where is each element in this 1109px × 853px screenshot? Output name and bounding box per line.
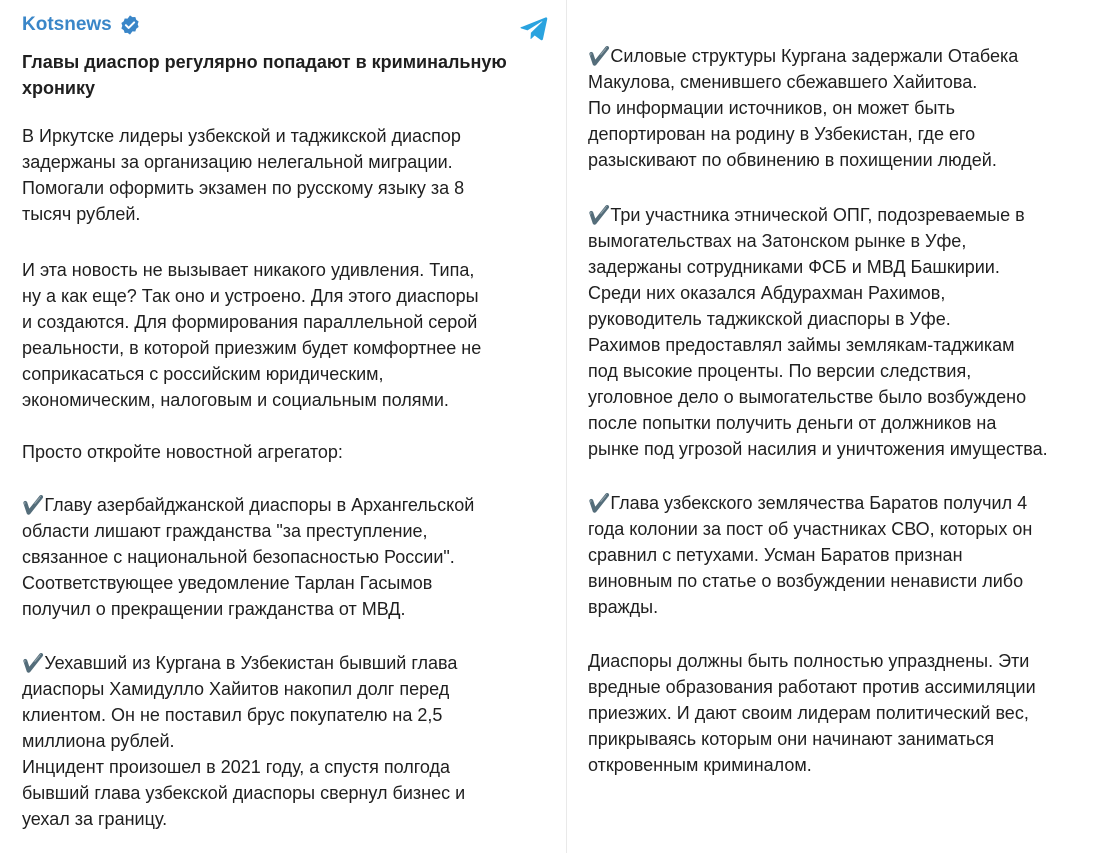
paragraph-commentary: И эта новость не вызывает никакого удивления. Типа, ну а как еще? Так оно и устроено. Для этого диаспоры и создаются. Для формирования параллельной серой реальности, в которой приезжим будет комфортнее не соприкасаться с российским юридическим, экономическим, налоговым и социальным полями. — [22, 260, 482, 410]
news-item-baratov: ✔️Глава узбекского землячества Баратов получил 4 года колонии за пост об участниках СВО, которых он сравнил с петухами. Усман Баратов признан виновным по статье о возбуждении ненависти либо вражды. — [588, 493, 1033, 617]
news-item-khayitov: ✔️Уехавший из Кургана в Узбекистан бывший глава диаспоры Хамидулло Хайитов накопил долг перед клиентом. Он не поставил брус покупателю на 2,5 миллиона рублей. Инцидент произошел в 2021 году, а спустя полгода бывший глава узбекской диаспоры свернул бизнес и уехал за границу. — [22, 653, 466, 829]
channel-name[interactable]: Kotsnews — [22, 14, 112, 35]
news-item-ufa-opg: ✔️Три участника этнической ОПГ, подозреваемые в вымогательствах на Затонском рынке в Уфе, задержаны сотрудниками ФСБ и МВД Башкирии. Среди них оказался Абдурахман Рахимов, руководитель таджикской диаспоры в Уфе. Рахимов предоставлял займы землякам-таджикам под высокие проценты. По версии следствия, уголовное дело о вымогательстве было возбуждено после попытки получить деньги от должников на рынке под угрозой насилия и уничтожения имущества. — [588, 205, 1048, 459]
post-title: Главы диаспор регулярно попадают в криминальную хронику — [22, 52, 507, 98]
telegram-icon[interactable] — [518, 12, 550, 44]
news-item-arkhangelsk: ✔️Главу азербайджанской диаспоры в Архангельской области лишают гражданства "за преступление, связанное с национальной безопасностью России". Соответствующее уведомление Тарлан Гасымов получил о прекращении гражданства от МВД. — [22, 495, 475, 619]
verified-badge-icon — [119, 14, 141, 36]
paragraph-conclusion: Диаспоры должны быть полностью упразднены. Эти вредные образования работают против ассимиляции приезжих. И дают своим лидерам политический вес, прикрываясь которым они начинают заниматься откровенным криминалом. — [588, 651, 1036, 775]
paragraph-aggregator: Просто откройте новостной агрегатор: — [22, 442, 343, 462]
paragraph-irkutsk: В Иркутске лидеры узбекской и таджикской диаспор задержаны за организацию нелегальной миграции. Помогали оформить экзамен по русскому языку за 8 тысяч рублей. — [22, 126, 465, 224]
column-divider — [566, 0, 567, 853]
news-item-makulov: ✔️Силовые структуры Кургана задержали Отабека Макулова, сменившего сбежавшего Хайитова. По информации источников, он может быть депортирован на родину в Узбекистан, где его разыскивают по обвинению в похищении людей. — [588, 46, 1019, 170]
post-header — [22, 10, 552, 42]
